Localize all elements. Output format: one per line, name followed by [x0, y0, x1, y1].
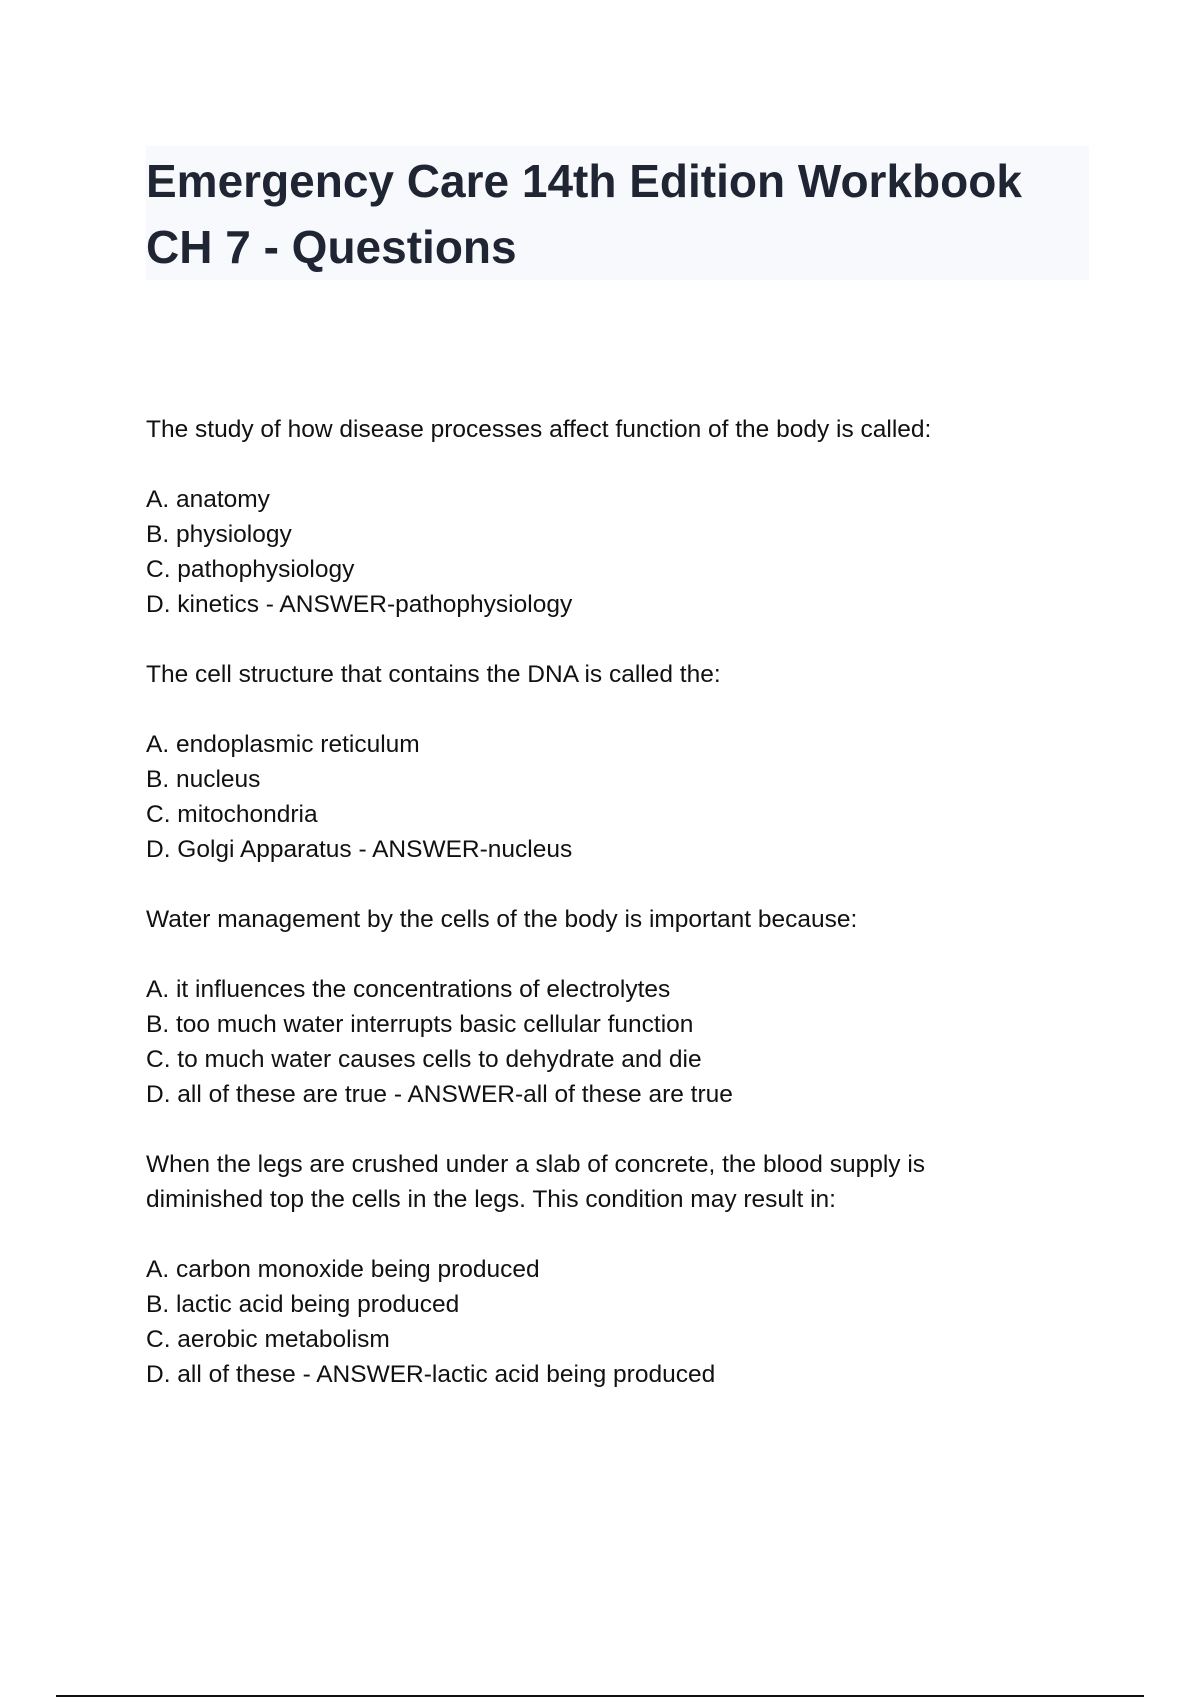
question-1 [146, 412, 1086, 622]
question-text-line-2: diminished top the cells in the legs. This condition may result in: [146, 1186, 836, 1213]
question-text: Water management by the cells of the body is important because: [146, 906, 858, 933]
option-c: C. mitochondria [146, 801, 318, 828]
question-2 [146, 657, 1086, 867]
question-text [146, 1147, 1086, 1217]
title-line-2: CH 7 - Questions [146, 221, 517, 273]
question-text-line-1: When the legs are crushed under a slab of concrete, the blood supply is [146, 1151, 926, 1178]
question-3 [146, 902, 1086, 1112]
option-a: A. anatomy [146, 486, 270, 513]
option-b: B. lactic acid being produced [146, 1291, 460, 1318]
option-d-answer: D. all of these are true - ANSWER-all of these are true [146, 1081, 733, 1108]
option-c: C. to much water causes cells to dehydrate and die [146, 1046, 702, 1073]
option-c: C. aerobic metabolism [146, 1326, 390, 1353]
title-line-1: Emergency Care 14th Edition Workbook [146, 155, 1022, 207]
option-b: B. too much water interrupts basic cellular function [146, 1011, 694, 1038]
footer-divider [56, 1695, 1144, 1697]
question-4 [146, 1147, 1086, 1392]
option-b: B. nucleus [146, 766, 261, 793]
option-a: A. endoplasmic reticulum [146, 731, 420, 758]
document-title [146, 146, 1089, 280]
question-text: The study of how disease processes affect function of the body is called: [146, 416, 932, 443]
option-d-answer: D. all of these - ANSWER-lactic acid being produced [146, 1361, 716, 1388]
option-a: A. it influences the concentrations of electrolytes [146, 976, 671, 1003]
question-text: The cell structure that contains the DNA is called the: [146, 661, 721, 688]
option-d-answer: D. Golgi Apparatus - ANSWER-nucleus [146, 836, 573, 863]
option-a: A. carbon monoxide being produced [146, 1256, 540, 1283]
option-c: C. pathophysiology [146, 556, 355, 583]
option-d-answer: D. kinetics - ANSWER-pathophysiology [146, 591, 573, 618]
question-list [146, 412, 1086, 1427]
document-title-block [146, 146, 1089, 280]
option-b: B. physiology [146, 521, 292, 548]
